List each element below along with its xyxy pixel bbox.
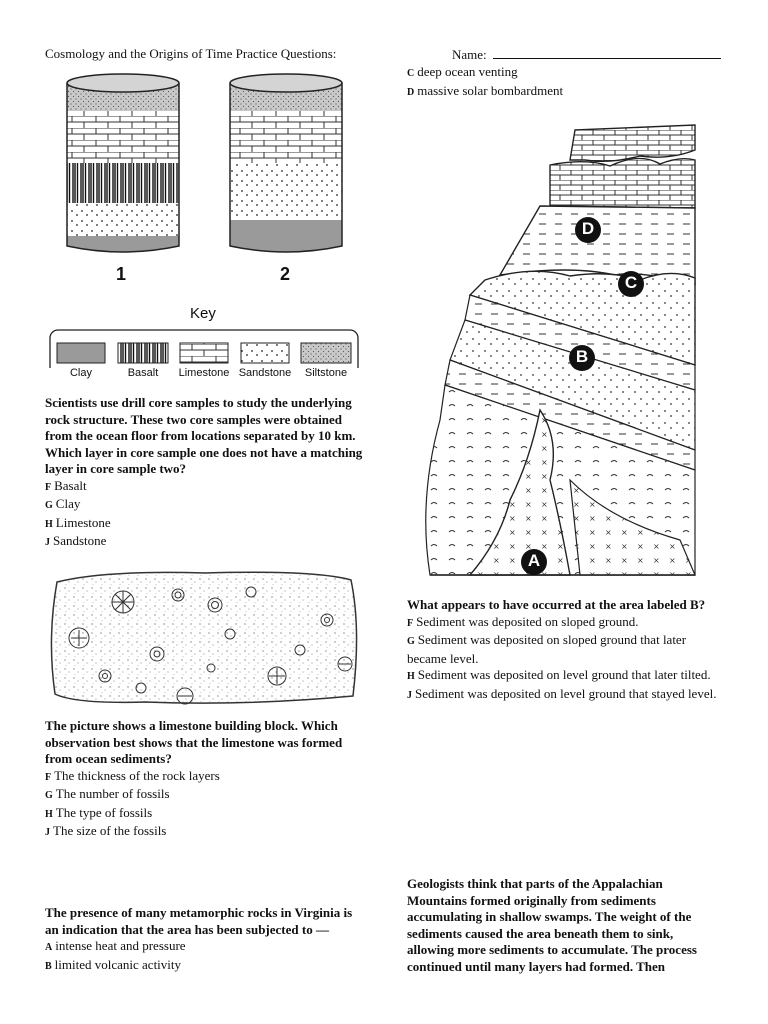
cross-section-label-a: A <box>527 551 541 570</box>
option-h[interactable]: H The type of fossils <box>45 804 153 820</box>
option-g[interactable]: G Sediment was deposited on sloped ground that later became level. <box>407 632 687 666</box>
question-stem: The picture shows a limestone building block. Which observation best shows that the limestone was formed from ocean sediments? <box>45 718 343 766</box>
option-j[interactable]: J Sediment was deposited on level ground that stayed level. <box>407 685 717 701</box>
core-sample-2 <box>230 74 342 252</box>
option-b[interactable]: B limited volcanic activity <box>45 956 182 972</box>
option-d[interactable]: D massive solar bombardment <box>407 82 564 98</box>
key-title: Key <box>190 305 216 322</box>
cross-section-label-d: D <box>581 219 595 238</box>
option-h[interactable]: H Sediment was deposited on level ground that later tilted. <box>407 667 711 682</box>
key-swatch-basalt <box>118 343 168 363</box>
option-g[interactable]: G The number of fossils <box>45 786 170 801</box>
key-swatch-siltstone <box>301 343 351 363</box>
worksheet-title: Cosmology and the Origins of Time Practice Questions: <box>45 46 337 61</box>
metamorphic-options-continued <box>407 64 727 101</box>
option-f[interactable]: F Sediment was deposited on sloped ground. <box>407 613 639 629</box>
question-stem: The presence of many metamorphic rocks in Virginia is an indication that the area has been subjected to — <box>45 905 353 937</box>
core-label-1: 1 <box>116 264 127 284</box>
option-g[interactable]: G Clay <box>45 496 81 511</box>
key-swatch-sandstone <box>241 343 289 363</box>
name-field[interactable] <box>452 46 721 64</box>
key-label-clay: Clay <box>69 367 92 379</box>
option-a[interactable]: A intense heat and pressure <box>45 938 186 953</box>
question-metamorphic-rocks <box>45 905 365 975</box>
core-sample-1 <box>67 74 179 252</box>
key-label-sandstone: Sandstone <box>238 367 292 379</box>
question-limestone-fossils <box>45 718 365 842</box>
question-core-samples <box>45 395 365 552</box>
option-j[interactable]: J Sandstone <box>45 533 107 548</box>
cross-section-label-b: B <box>575 347 589 366</box>
core-samples-figure <box>40 68 370 368</box>
cross-section-label-c: C <box>624 273 638 292</box>
question-stem: What appears to have occurred at the area labeled B? <box>407 597 706 612</box>
option-j[interactable]: J The size of the fossils <box>45 823 167 838</box>
core-label-2: 2 <box>280 264 291 284</box>
key-swatch-clay <box>57 343 105 363</box>
key-swatch-limestone <box>180 343 228 363</box>
name-label: Name: <box>452 47 487 62</box>
option-f[interactable]: F Basalt <box>45 477 87 493</box>
option-c[interactable]: C deep ocean venting <box>407 64 518 79</box>
name-line[interactable] <box>493 46 721 59</box>
question-appalachian-stem: Geologists think that parts of the Appalachian Mountains formed originally from sediments accumulating in shallow swamps. The weight of the sediments caused the area beneath them to sink, allowing more sediments to accumulate. The process continued until many layers had formed. Then <box>407 876 697 974</box>
key-label-basalt: Basalt <box>127 367 159 379</box>
question-area-b <box>407 597 722 704</box>
key-label-siltstone: Siltstone <box>304 367 348 379</box>
option-h[interactable]: H Limestone <box>45 514 111 530</box>
option-f[interactable]: F The thickness of the rock layers <box>45 767 220 783</box>
question-stem: Scientists use drill core samples to study the underlying rock structure. These two core samples were obtained from the ocean floor from locations separated by 10 km. Which layer in core sample one does not have a matching layer in core sample two? <box>45 395 363 476</box>
key-label-limestone: Limestone <box>178 367 230 379</box>
geologic-cross-section <box>410 120 720 590</box>
limestone-block-illustration <box>45 568 365 708</box>
